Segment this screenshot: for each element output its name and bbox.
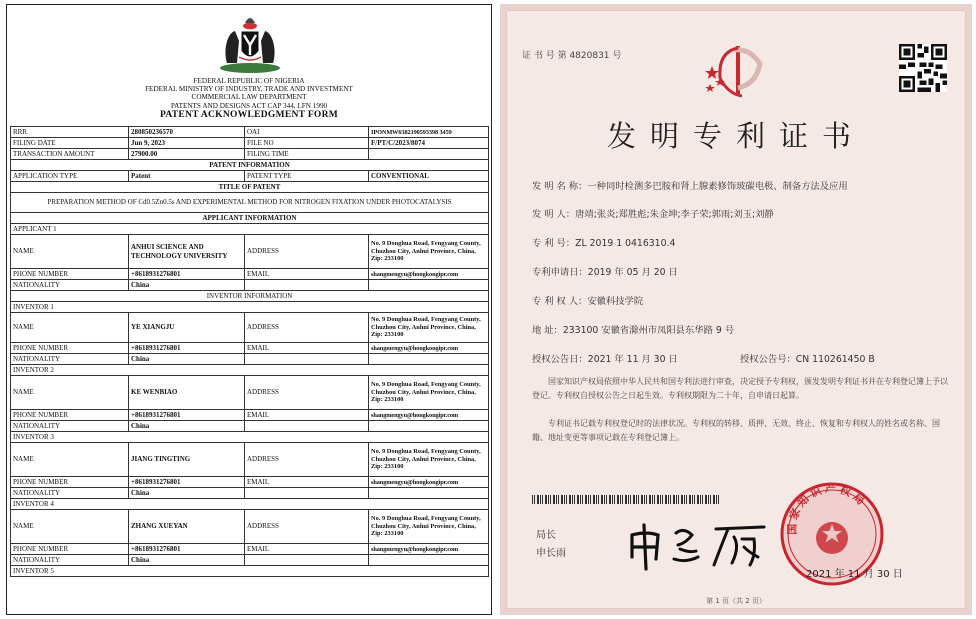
phone-value: +8618931276801 bbox=[129, 477, 245, 488]
table-row bbox=[11, 313, 489, 343]
nationality-label: NATIONALITY bbox=[11, 421, 129, 432]
patentee-field bbox=[532, 293, 643, 307]
table-row bbox=[11, 213, 489, 224]
email-label: EMAIL bbox=[245, 477, 369, 488]
filing-time-value bbox=[369, 149, 489, 160]
name-label: NAME bbox=[11, 376, 129, 410]
rrr-label: RRR bbox=[11, 127, 129, 138]
address-value: No. 9 Donghua Road, Fengyang County, Chuzhou City, Anhui Province, China, Zip: 233100 bbox=[369, 376, 489, 410]
header-line: FEDERAL REPUBLIC OF NIGERIA bbox=[193, 77, 305, 85]
table-row bbox=[11, 224, 489, 235]
field-label: 地 址： bbox=[532, 325, 563, 336]
certificate-paragraph: 专利证书记载专利权登记时的法律状况。专利权的转移、质押、无效、终止、恢复和专利权人的姓名或名称、国籍、地址变更等事项记载在专利登记簿上。 bbox=[532, 419, 940, 442]
phone-label: PHONE NUMBER bbox=[11, 544, 129, 555]
phone-value: +8618931276801 bbox=[129, 343, 245, 354]
phone-value: +8618931276801 bbox=[129, 544, 245, 555]
table-row bbox=[11, 421, 489, 432]
table-row bbox=[11, 566, 489, 577]
header-line: COMMERCIAL LAW DEPARTMENT bbox=[191, 93, 307, 102]
address-value: No. 9 Donghua Road, Fengyang County, Chuzhou City, Anhui Province, China, Zip: 233100 bbox=[369, 510, 489, 544]
nationality-label: NATIONALITY bbox=[11, 488, 129, 499]
oai-label: OAI bbox=[245, 127, 369, 138]
table-row bbox=[11, 410, 489, 421]
patent-table bbox=[10, 126, 489, 577]
field-label: 发 明 名 称： bbox=[532, 181, 588, 192]
transaction-value: 27900.00 bbox=[129, 149, 245, 160]
nationality-value: China bbox=[129, 354, 245, 365]
seal-text: 国家知识产权局 bbox=[785, 482, 870, 535]
patent-title: PREPARATION METHOD OF Cd0.5Zn0.5s AND EXPERIMENTAL METHOD FOR NITROGEN FIXATION UNDER PHOTOCATALYSIS bbox=[11, 193, 489, 213]
address-label: ADDRESS bbox=[245, 376, 369, 410]
patent-office-emblem-icon bbox=[698, 36, 778, 116]
table-row bbox=[11, 235, 489, 269]
email-label: EMAIL bbox=[245, 269, 369, 280]
section-header: INVENTOR INFORMATION bbox=[11, 291, 489, 302]
table-row bbox=[11, 432, 489, 443]
inventor-label: INVENTOR 1 bbox=[11, 302, 489, 313]
table-row bbox=[11, 182, 489, 193]
filing-time-label: FILING TIME bbox=[245, 149, 369, 160]
director-title: 局长 bbox=[536, 530, 556, 541]
barcode bbox=[532, 495, 720, 504]
qr-code-icon bbox=[899, 44, 947, 92]
name-label: NAME bbox=[11, 510, 129, 544]
table-row bbox=[11, 138, 489, 149]
table-row bbox=[11, 291, 489, 302]
file-no-label: FILE NO bbox=[245, 138, 369, 149]
director-name: 申长雨 bbox=[536, 548, 566, 559]
address-value: No. 9 Donghua Road, Fengyang County, Chuzhou City, Anhui Province, China, Zip: 233100 bbox=[369, 443, 489, 477]
address-label: ADDRESS bbox=[245, 235, 369, 269]
email-label: EMAIL bbox=[245, 343, 369, 354]
table-row bbox=[11, 280, 489, 291]
nationality-value: China bbox=[129, 421, 245, 432]
application-type-value: Patent bbox=[129, 171, 245, 182]
inventor-label: INVENTOR 4 bbox=[11, 499, 489, 510]
field-value: 唐靖;张炎;郑胜彪;朱金坤;李子荣;郭雨;刘玉;刘静 bbox=[575, 209, 774, 220]
table-row bbox=[11, 544, 489, 555]
table-row bbox=[11, 193, 489, 213]
table-row bbox=[11, 354, 489, 365]
table-row bbox=[11, 269, 489, 280]
certificate-title: 发明专利证书 bbox=[606, 119, 865, 153]
table-row bbox=[11, 160, 489, 171]
email-value: shangmengyu@hongkongipr.com bbox=[369, 343, 489, 354]
table-row bbox=[11, 171, 489, 182]
address-field bbox=[532, 322, 734, 336]
email-label: EMAIL bbox=[245, 544, 369, 555]
nationality-label: NATIONALITY bbox=[11, 555, 129, 566]
table-row bbox=[11, 443, 489, 477]
certificate-paragraph: 国家知识产权局依照中华人民共和国专利法进行审查，决定授予专利权，颁发发明专利证书并在专利登记簿上予以登记。专利权自授权公告之日起生效。专利权期限为二十年，自申请日起算。 bbox=[532, 377, 948, 400]
inventor-label: INVENTOR 3 bbox=[11, 432, 489, 443]
signing-date: 2021 年 11 月 30 日 bbox=[806, 569, 903, 580]
phone-label: PHONE NUMBER bbox=[11, 410, 129, 421]
nationality-value: China bbox=[129, 488, 245, 499]
form-header bbox=[7, 77, 491, 121]
nationality-label: NATIONALITY bbox=[11, 354, 129, 365]
grant-number: 授权公告号：CN 110261450 B bbox=[740, 354, 875, 365]
field-label: 专 利 权 人： bbox=[532, 296, 588, 307]
table-row bbox=[11, 488, 489, 499]
email-value: shangmengyu@hongkongipr.com bbox=[369, 269, 489, 280]
applicant-label: APPLICANT 1 bbox=[11, 224, 489, 235]
table-row bbox=[11, 499, 489, 510]
header-line: PATENTS AND DESIGNS ACT CAP 344, LFN 1990 bbox=[170, 101, 328, 110]
email-value: shangmengyu@hongkongipr.com bbox=[369, 410, 489, 421]
patent-acknowledgment-form bbox=[6, 4, 492, 615]
email-value: shangmengyu@hongkongipr.com bbox=[369, 477, 489, 488]
address-label: ADDRESS bbox=[245, 443, 369, 477]
patent-number-field bbox=[532, 235, 675, 249]
field-value: 安徽科技学院 bbox=[587, 296, 644, 307]
nationality-label: NATIONALITY bbox=[11, 280, 129, 291]
filing-date-label: FILING DATE bbox=[11, 138, 129, 149]
phone-value: +8618931276801 bbox=[129, 410, 245, 421]
filing-date-value: Jun 9, 2023 bbox=[129, 138, 245, 149]
email-value: shangmengyu@hongkongipr.com bbox=[369, 544, 489, 555]
application-type-label: APPLICATION TYPE bbox=[11, 171, 129, 182]
patent-type-label: PATENT TYPE bbox=[245, 171, 369, 182]
rrr-value: 280850236570 bbox=[129, 127, 245, 138]
header-line: FEDERAL MINISTRY OF INDUSTRY, TRADE AND INVESTMENT bbox=[145, 85, 353, 94]
field-value: 2019 年 05 月 20 日 bbox=[587, 267, 678, 278]
table-row bbox=[11, 365, 489, 376]
inventor-name: KE WENBIAO bbox=[129, 376, 245, 410]
table-row bbox=[11, 302, 489, 313]
inventor-name: ZHANG XUEYAN bbox=[129, 510, 245, 544]
table-row bbox=[11, 127, 489, 138]
address-value: No. 9 Donghua Road, Fengyang County, Chuzhou City, Anhui Province, China, Zip: 233100 bbox=[369, 235, 489, 269]
certificate-number: 证 书 号 第 4820831 号 bbox=[522, 51, 622, 61]
page-number: 第 1 页（共 2 页） bbox=[706, 597, 766, 605]
field-label: 发 明 人： bbox=[532, 209, 576, 220]
phone-label: PHONE NUMBER bbox=[11, 477, 129, 488]
section-header: PATENT INFORMATION bbox=[11, 160, 489, 171]
section-header: TITLE OF PATENT bbox=[11, 182, 489, 193]
address-label: ADDRESS bbox=[245, 510, 369, 544]
oai-value: IPONMW6382190593398 3459 bbox=[369, 127, 489, 138]
field-value: 一种同时检测多巴胺和肾上腺素修饰玻碳电极、制备方法及应用 bbox=[587, 181, 848, 192]
section-header: APPLICANT INFORMATION bbox=[11, 213, 489, 224]
field-label: 专利申请日： bbox=[532, 267, 588, 278]
phone-value: +8618931276801 bbox=[129, 269, 245, 280]
nationality-value: China bbox=[129, 555, 245, 566]
table-row bbox=[11, 376, 489, 410]
invention-name-field bbox=[532, 178, 848, 192]
file-no-value: F/PT/C/2023/8074 bbox=[369, 138, 489, 149]
inventor-label: INVENTOR 2 bbox=[11, 365, 489, 376]
handwritten-signature bbox=[624, 513, 784, 573]
inventors-field bbox=[532, 206, 774, 220]
nigeria-coat-of-arms-icon bbox=[213, 11, 287, 75]
invention-patent-certificate bbox=[500, 4, 972, 615]
patent-type-value: CONVENTIONAL bbox=[369, 171, 489, 182]
grant-date: 授权公告日：2021 年 11 月 30 日 bbox=[532, 354, 678, 365]
field-value: ZL 2019 1 0416310.4 bbox=[575, 238, 676, 249]
table-row bbox=[11, 149, 489, 160]
inventor-name: YE XIANGJU bbox=[129, 313, 245, 343]
email-label: EMAIL bbox=[245, 410, 369, 421]
transaction-label: TRANSACTION AMOUNT bbox=[11, 149, 129, 160]
address-label: ADDRESS bbox=[245, 313, 369, 343]
name-label: NAME bbox=[11, 443, 129, 477]
field-value: 233100 安徽省滁州市凤阳县东华路 9 号 bbox=[562, 325, 734, 336]
table-row bbox=[11, 555, 489, 566]
nationality-value: China bbox=[129, 280, 245, 291]
table-row bbox=[11, 477, 489, 488]
table-row bbox=[11, 510, 489, 544]
inventor-name: JIANG TINGTING bbox=[129, 443, 245, 477]
applicant-name: ANHUI SCIENCE AND TECHNOLOGY UNIVERSITY bbox=[129, 235, 245, 269]
form-title: PATENT ACKNOWLEDGMENT FORM bbox=[159, 109, 339, 120]
phone-label: PHONE NUMBER bbox=[11, 269, 129, 280]
field-label: 专 利 号： bbox=[532, 238, 576, 249]
table-row bbox=[11, 343, 489, 354]
name-label: NAME bbox=[11, 235, 129, 269]
inventor-label: INVENTOR 5 bbox=[11, 566, 489, 577]
phone-label: PHONE NUMBER bbox=[11, 343, 129, 354]
name-label: NAME bbox=[11, 313, 129, 343]
address-value: No. 9 Donghua Road, Fengyang County, Chuzhou City, Anhui Province, China, Zip: 233100 bbox=[369, 313, 489, 343]
application-date-field bbox=[532, 264, 678, 278]
